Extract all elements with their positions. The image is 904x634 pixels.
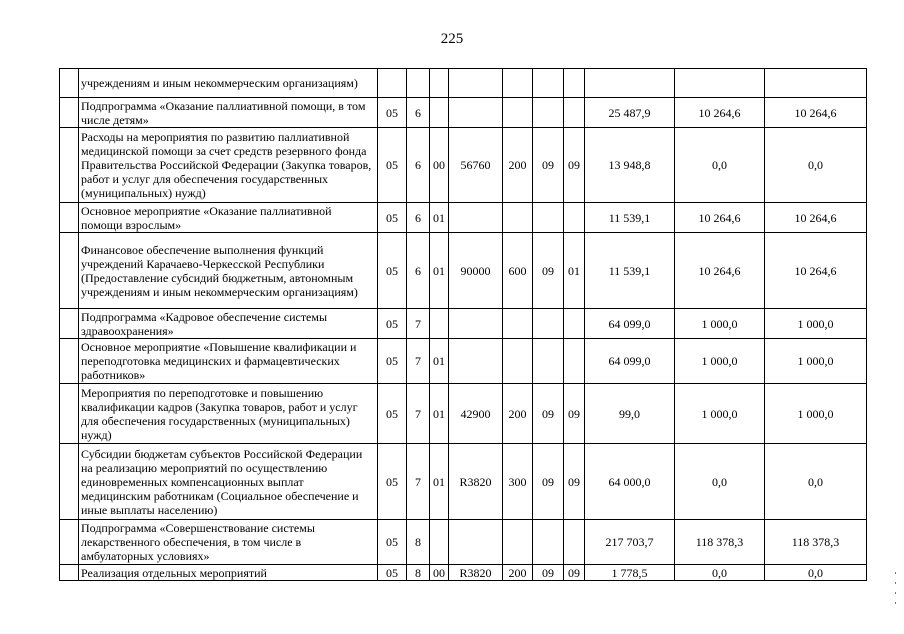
code-cell-c1: 05 [378,128,407,203]
code-cell-c3: 00 [430,128,449,203]
row-name-cell: Мероприятия по переподготовке и повышению квалификации кадров (Закупка товаров, работ и услуг для обеспечения государственных (муниципальных) нужд) [79,384,378,444]
row-name-cell: Подпрограмма «Совершенствование системы лекарственного обеспечения, в том числе в амбулаторных условиях» [79,520,378,565]
amount-cell-v1: 25 487,9 [585,98,675,128]
code-cell-c6 [533,69,564,98]
code-cell-c2: 8 [407,520,430,565]
row-margin-cell [60,69,79,98]
code-cell-c1: 05 [378,384,407,444]
code-cell-c7 [564,339,585,384]
code-cell-c3: 01 [430,233,449,309]
code-cell-c3 [430,309,449,339]
code-cell-c5 [503,98,533,128]
code-cell-c1: 05 [378,565,407,581]
code-cell-c6: 09 [533,565,564,581]
code-cell-c5 [503,520,533,565]
code-cell-c5 [503,69,533,98]
row-name-cell: Основное мероприятие «Оказание паллиативной помощи взрослым» [79,203,378,233]
amount-cell-v1: 11 539,1 [585,203,675,233]
scan-margin-marks [894,572,898,612]
code-cell-c5: 600 [503,233,533,309]
code-cell-c5 [503,309,533,339]
code-cell-c3: 01 [430,203,449,233]
code-cell-c7 [564,69,585,98]
code-cell-c7 [564,520,585,565]
amount-cell-v3: 0,0 [765,128,867,203]
row-name-cell: Основное мероприятие «Повышение квалификации и переподготовка медицинских и фармацевтических работников» [79,339,378,384]
amount-cell-v1: 217 703,7 [585,520,675,565]
amount-cell-v3: 0,0 [765,444,867,520]
code-cell-c4 [449,339,503,384]
table-row [60,339,867,384]
amount-cell-v2: 1 000,0 [675,384,765,444]
code-cell-c5 [503,203,533,233]
row-name-cell: Субсидии бюджетам субъектов Российской Федерации на реализацию мероприятий по осуществлению единовременных компенсационных выплат медицинским работникам (Социальное обеспечение и иные выплаты населению) [79,444,378,520]
amount-cell-v1: 1 778,5 [585,565,675,581]
code-cell-c2: 6 [407,233,430,309]
code-cell-c4 [449,69,503,98]
code-cell-c3: 01 [430,384,449,444]
code-cell-c1: 05 [378,339,407,384]
row-name-cell: Финансовое обеспечение выполнения функций учреждений Карачаево-Черкесской Республики (Предоставление субсидий бюджетным, автономным учреждениям и иным некоммерческим организациям) [79,233,378,309]
amount-cell-v1: 64 099,0 [585,309,675,339]
code-cell-c6: 09 [533,444,564,520]
code-cell-c2 [407,69,430,98]
row-margin-cell [60,98,79,128]
row-name-cell: Реализация отдельных мероприятий [79,565,378,581]
code-cell-c1: 05 [378,444,407,520]
code-cell-c2: 6 [407,98,430,128]
code-cell-c2: 7 [407,444,430,520]
row-margin-cell [60,233,79,309]
amount-cell-v3: 1 000,0 [765,339,867,384]
amount-cell-v1: 64 099,0 [585,339,675,384]
code-cell-c6 [533,98,564,128]
code-cell-c3 [430,98,449,128]
amount-cell-v3: 10 264,6 [765,98,867,128]
row-margin-cell [60,309,79,339]
amount-cell-v2: 10 264,6 [675,98,765,128]
code-cell-c7 [564,309,585,339]
amount-cell-v1: 99,0 [585,384,675,444]
code-cell-c4 [449,98,503,128]
amount-cell-v3: 10 264,6 [765,203,867,233]
code-cell-c1: 05 [378,520,407,565]
amount-cell-v2: 0,0 [675,444,765,520]
code-cell-c2: 6 [407,128,430,203]
code-cell-c4: 42900 [449,384,503,444]
code-cell-c2: 7 [407,309,430,339]
code-cell-c6 [533,309,564,339]
code-cell-c5: 200 [503,565,533,581]
table-row [60,565,867,581]
code-cell-c6: 09 [533,128,564,203]
code-cell-c5 [503,339,533,384]
table-row [60,309,867,339]
code-cell-c4 [449,309,503,339]
code-cell-c6: 09 [533,384,564,444]
amount-cell-v3 [765,69,867,98]
code-cell-c2: 6 [407,203,430,233]
code-cell-c4: R3820 [449,444,503,520]
code-cell-c7: 09 [564,384,585,444]
amount-cell-v2: 118 378,3 [675,520,765,565]
code-cell-c7: 09 [564,565,585,581]
amount-cell-v2: 1 000,0 [675,309,765,339]
row-margin-cell [60,339,79,384]
code-cell-c3: 00 [430,565,449,581]
table-row [60,233,867,309]
amount-cell-v3: 118 378,3 [765,520,867,565]
amount-cell-v2: 10 264,6 [675,203,765,233]
amount-cell-v2: 0,0 [675,565,765,581]
code-cell-c1: 05 [378,309,407,339]
table-row [60,444,867,520]
table-row [60,69,867,98]
code-cell-c4 [449,520,503,565]
code-cell-c1: 05 [378,233,407,309]
table-row [60,98,867,128]
amount-cell-v1: 13 948,8 [585,128,675,203]
code-cell-c7 [564,203,585,233]
table-row [60,384,867,444]
row-margin-cell [60,565,79,581]
amount-cell-v2: 1 000,0 [675,339,765,384]
table-row [60,520,867,565]
row-name-cell: учреждениям и иным некоммерческим организациям) [79,69,378,98]
code-cell-c5: 300 [503,444,533,520]
code-cell-c2: 7 [407,339,430,384]
budget-table [59,68,867,581]
row-margin-cell [60,203,79,233]
row-margin-cell [60,128,79,203]
code-cell-c5: 200 [503,128,533,203]
code-cell-c4 [449,203,503,233]
code-cell-c6: 09 [533,233,564,309]
code-cell-c7: 01 [564,233,585,309]
row-margin-cell [60,520,79,565]
row-margin-cell [60,384,79,444]
code-cell-c2: 7 [407,384,430,444]
amount-cell-v2: 0,0 [675,128,765,203]
code-cell-c3 [430,520,449,565]
code-cell-c6 [533,339,564,384]
code-cell-c3: 01 [430,444,449,520]
table-row [60,128,867,203]
row-name-cell: Подпрограмма «Оказание паллиативной помощи, в том числе детям» [79,98,378,128]
code-cell-c7: 09 [564,128,585,203]
code-cell-c1: 05 [378,203,407,233]
row-name-cell: Расходы на мероприятия по развитию паллиативной медицинской помощи за счет средств резервного фонда Правительства Российской Федерации (Закупка товаров, работ и услуг для обеспечения государственных (муниципальных) нужд) [79,128,378,203]
code-cell-c6 [533,203,564,233]
amount-cell-v1: 11 539,1 [585,233,675,309]
amount-cell-v3: 1 000,0 [765,309,867,339]
code-cell-c7 [564,98,585,128]
code-cell-c4: 56760 [449,128,503,203]
code-cell-c4: R3820 [449,565,503,581]
code-cell-c2: 8 [407,565,430,581]
code-cell-c1 [378,69,407,98]
code-cell-c4: 90000 [449,233,503,309]
amount-cell-v3: 10 264,6 [765,233,867,309]
row-name-cell: Подпрограмма «Кадровое обеспечение системы здравоохранения» [79,309,378,339]
code-cell-c3: 01 [430,339,449,384]
table-row [60,203,867,233]
code-cell-c7: 09 [564,444,585,520]
row-margin-cell [60,444,79,520]
amount-cell-v1: 64 000,0 [585,444,675,520]
amount-cell-v1 [585,69,675,98]
page-number: 225 [440,31,464,47]
amount-cell-v2 [675,69,765,98]
amount-cell-v3: 0,0 [765,565,867,581]
code-cell-c1: 05 [378,98,407,128]
amount-cell-v2: 10 264,6 [675,233,765,309]
code-cell-c3 [430,69,449,98]
code-cell-c5: 200 [503,384,533,444]
amount-cell-v3: 1 000,0 [765,384,867,444]
code-cell-c6 [533,520,564,565]
